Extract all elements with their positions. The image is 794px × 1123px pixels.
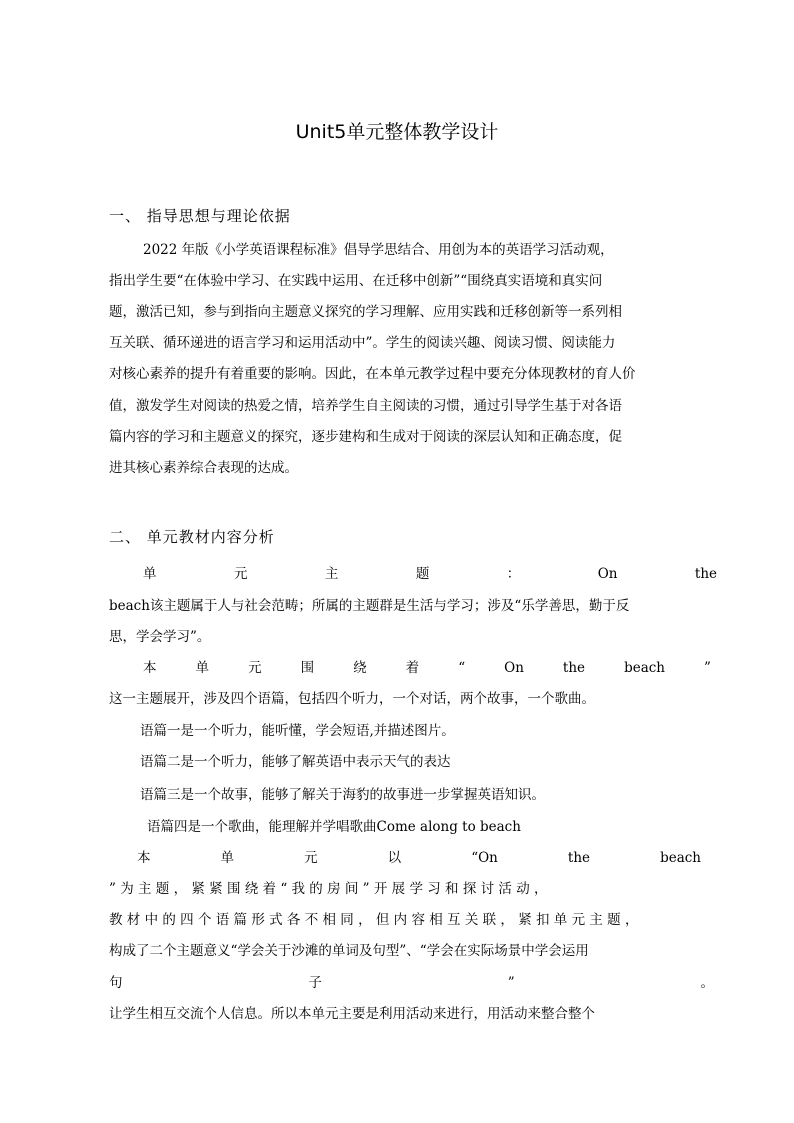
word: 元 bbox=[304, 850, 318, 866]
paragraph-line: 这一主题展开，涉及四个语篇，包括四个听力，一个对话，两个故事，一个歌曲。 bbox=[109, 691, 595, 707]
word: ” bbox=[704, 660, 711, 676]
paragraph-line: 构成了二个主题意义“学会关于沙滩的单词及句型”、“学会在实际场景中学会运用 bbox=[109, 943, 589, 959]
word: beach bbox=[624, 660, 665, 676]
paragraph-line: 语篇三是一个故事，能够了解关于海豹的故事进一步掌握英语知识。 bbox=[140, 787, 545, 803]
word: 单 bbox=[220, 850, 235, 866]
word: 子 bbox=[308, 975, 322, 991]
paragraph-line: 语篇二是一个听力，能够了解英语中表示天气的表达 bbox=[140, 754, 451, 770]
word: 着 bbox=[405, 660, 420, 676]
word: 绕 bbox=[353, 660, 367, 676]
paragraph-line: 让学生相互交流个人信息。所以本单元主要是利用活动来进行，用活动来整合整个 bbox=[109, 1006, 595, 1022]
paragraph-line: beach该主题属于人与社会范畴；所属的主题群是生活与学习；涉及“乐学善思，勤于反 bbox=[109, 598, 630, 614]
paragraph-line: 对核心素养的提升有着重要的影响。因此，在本单元教学过程中要充分体现教材的育人价 bbox=[109, 366, 636, 382]
page-title: Unit5单元整体教学设计 bbox=[295, 121, 499, 143]
paragraph-line: 语篇一是一个听力，能听懂，学会短语,并描述图片。 bbox=[140, 723, 455, 739]
word: ： bbox=[506, 566, 521, 582]
word: 元 bbox=[248, 660, 262, 676]
word: the bbox=[562, 660, 586, 676]
paragraph-line: ” 为 主 题 ， 紧 紧 围 绕 着 “ 我 的 房 间 ” 开 展 学 习 和 探 讨 活 动 ， bbox=[109, 881, 548, 897]
paragraph-line: 2022 年版《小学英语课程标准》倡导学思结合、用创为本的英语学习活动观， bbox=[143, 242, 614, 258]
paragraph-line: 思，学会学习”。 bbox=[109, 629, 211, 645]
word: beach bbox=[660, 850, 701, 866]
word: 单 bbox=[143, 566, 157, 582]
word: the bbox=[567, 850, 591, 866]
word: 围 bbox=[300, 660, 315, 676]
paragraph-line: 互关联、循环递进的语言学习和运用活动中”。学生的阅读兴趣、阅读习惯、阅读能力 bbox=[109, 335, 616, 351]
word: the bbox=[694, 566, 717, 582]
section-heading-1: 一、 指导思想与理论依据 bbox=[109, 207, 291, 225]
word: 元 bbox=[233, 566, 248, 582]
word: ” bbox=[507, 975, 515, 991]
word: 本 bbox=[137, 850, 151, 866]
word: 以 bbox=[387, 850, 402, 866]
paragraph-line: 语篇四是一个歌曲，能理解并学唱歌曲Come along to beach bbox=[147, 819, 521, 835]
word: “On bbox=[471, 850, 498, 866]
word: “ bbox=[458, 660, 466, 676]
paragraph-line: 指出学生要“在体验中学习、在实践中运用、在迁移中创新”“围绕真实语境和真实问 bbox=[109, 273, 603, 289]
word: 单 bbox=[195, 660, 210, 676]
word: 本 bbox=[143, 660, 157, 676]
justified-line bbox=[143, 658, 711, 678]
justified-line bbox=[143, 564, 717, 584]
justified-line bbox=[137, 848, 701, 868]
paragraph-line: 教 材 中 的 四 个 语 篇 形 式 各 不 相 同 ， 但 内 容 相 互 关 联 ， 紧 扣 单 元 主 题 ， bbox=[109, 912, 639, 928]
paragraph-line: 值，激发学生对阅读的热爱之情，培养学生自主阅读的习惯，通过引导学生基于对各语 bbox=[109, 398, 622, 414]
justified-line bbox=[109, 973, 714, 993]
section-heading-2: 二、 单元教材内容分析 bbox=[109, 528, 275, 546]
word: 题 bbox=[415, 566, 430, 582]
paragraph-line: 题，激活已知，参与到指向主题意义探究的学习理解、应用实践和迁移创新等一系列相 bbox=[109, 304, 622, 320]
word: 主 bbox=[324, 566, 339, 582]
word: On bbox=[597, 566, 618, 582]
word: 句 bbox=[109, 975, 123, 991]
paragraph-line: 篇内容的学习和主题意义的探究，逐步建构和生成对于阅读的深层认知和正确态度，促 bbox=[109, 429, 622, 445]
word: On bbox=[504, 660, 524, 676]
word: 。 bbox=[700, 975, 714, 991]
paragraph-line: 进其核心素养综合表现的达成。 bbox=[109, 460, 298, 476]
